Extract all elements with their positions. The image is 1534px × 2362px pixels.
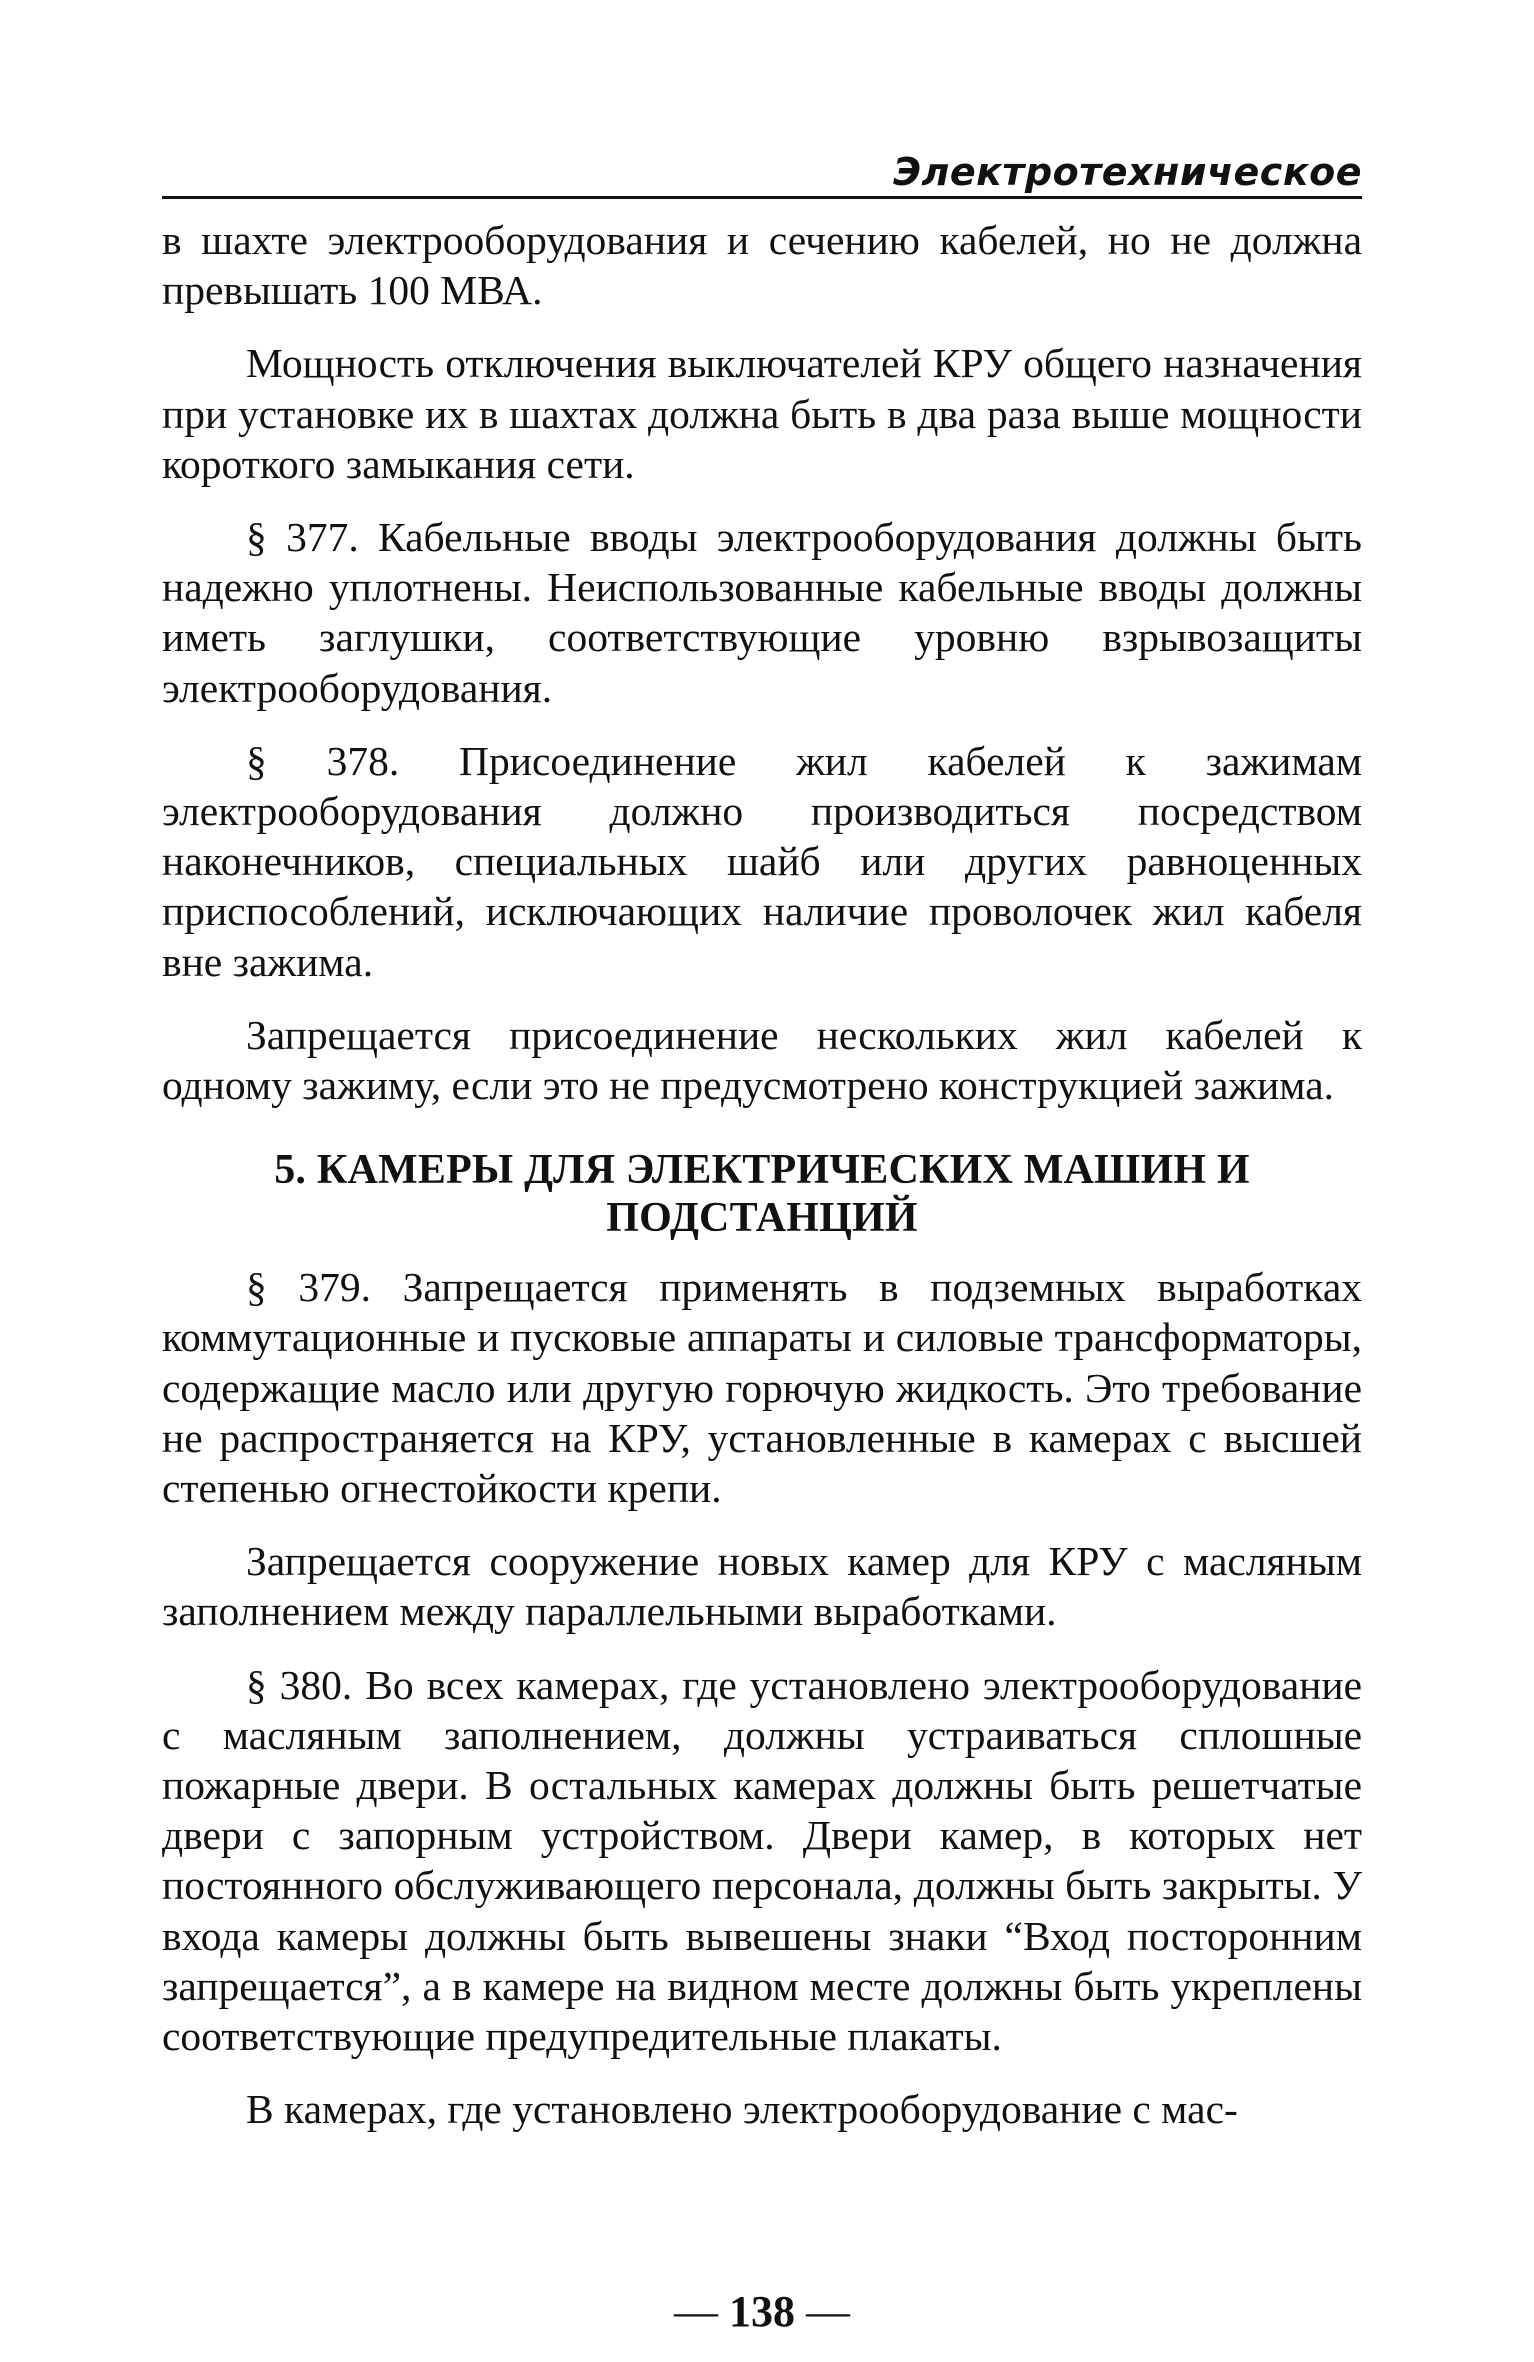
page-number-dash-right: —: [806, 2287, 850, 2336]
paragraph-380: § 380. Во всех камерах, где установлено электрооборудование с масляным заполнением, должны устраиваться сплошные пожарные двери. В остальных камерах должны быть решетчатые двери с запорным устройством. Двери камер, в которых нет постоянного обслуживающего персонала, должны быть закрыты. У входа камеры должны быть вывешены знаки “Вход посторонним запрещается”, а в камере на видном месте должны быть укреплены соответствующие предупредительные плакаты.: [162, 1661, 1362, 2060]
paragraph: в шахте электрооборудования и сечению кабелей, но не должна превышать 100 МВА.: [162, 217, 1362, 314]
paragraph: Мощность отключения выключателей КРУ общего назначения при установке их в шахтах должна быть в два раза выше мощности короткого замыкания сети.: [162, 340, 1362, 487]
paragraph-377: § 377. Кабельные вводы электрооборудования должны быть надежно уплотнены. Неиспользованные кабельные вводы должны иметь заглушки, соответствующие уровню взрывозащиты электрооборудования.: [162, 514, 1362, 711]
section-heading: 5. КАМЕРЫ ДЛЯ ЭЛЕКТРИЧЕСКИХ МАШИН И ПОДСТАНЦИЙ: [274, 1147, 1250, 1242]
book-page: [162, 140, 1362, 2336]
paragraph-378: § 378. Присоединение жил кабелей к зажимам электрооборудования должно производиться посредством наконечников, специальных шайб или других равноценных приспособлений, исключающих наличие проволочек жил кабеля вне зажима.: [162, 737, 1362, 985]
running-head: [162, 140, 1362, 199]
body-text: [162, 215, 1362, 2135]
paragraph: Запрещается присоединение нескольких жил кабелей к одному зажиму, если это не предусмотрено конструкцией зажима.: [162, 1011, 1362, 1109]
paragraph: В камерах, где установлено электрооборудование с мас-: [246, 2086, 1238, 2133]
paragraph-379: § 379. Запрещается применять в подземных выработках коммутационные и пусковые аппараты и силовые трансформаторы, содержащие масло или другую горючую жидкость. Это требование не распространяется на КРУ, установленные в камерах с высшей степенью огнестойкости крепи.: [162, 1264, 1362, 1512]
running-head-title: Электротехническое: [893, 150, 1362, 194]
page-number-dash-left: —: [674, 2287, 718, 2336]
page-number-value: 138: [729, 2287, 795, 2336]
page-number: [162, 2286, 1362, 2337]
paragraph: Запрещается сооружение новых камер для КРУ с масляным заполнением между параллельными выработками.: [162, 1538, 1362, 1635]
